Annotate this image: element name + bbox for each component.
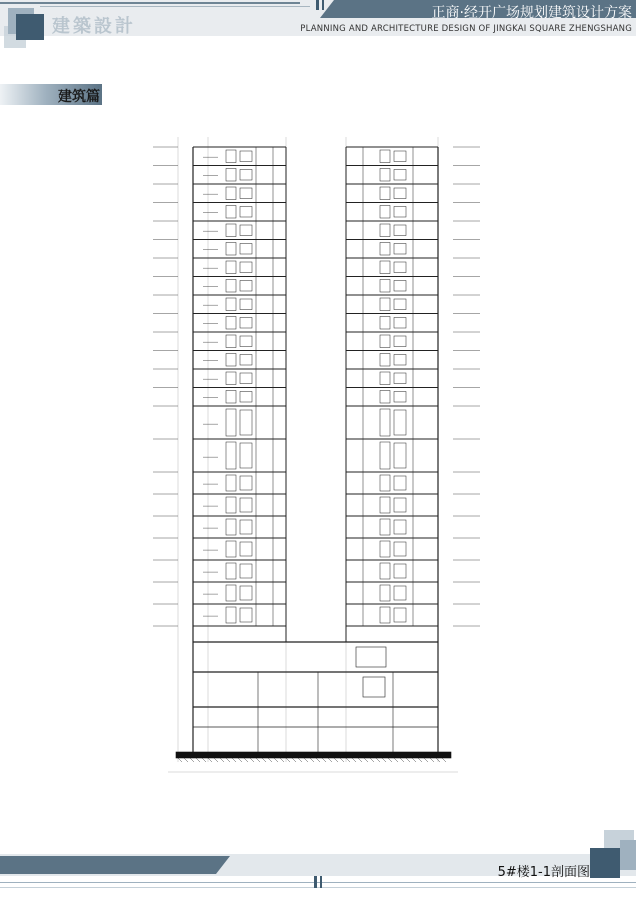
ground-tick [418,758,422,762]
ground-tick [244,758,248,762]
logo-text: 建築設計 [52,16,136,37]
ground-tick [322,758,326,762]
stair-run [380,206,390,219]
header-tick [316,0,319,10]
stair-run [240,188,252,199]
stair-run [380,497,390,513]
stair-run [240,281,252,292]
ground-tick [376,758,380,762]
stair-run [380,224,390,237]
stair-run [240,608,252,622]
stair-run [394,262,406,273]
stair-run [394,476,406,490]
stair-run [380,409,390,436]
stair-run [380,563,390,579]
stair-run [394,170,406,181]
header-stripe-thin [40,6,310,7]
stair-run [240,586,252,600]
project-title-english: PLANNING AND ARCHITECTURE DESIGN OF JINGKAI SQUARE ZHENGSHANG [300,24,632,34]
ground-tick [268,758,272,762]
stair-run [240,498,252,512]
stair-run [240,170,252,181]
stair-run [394,281,406,292]
ground-tick [316,758,320,762]
stair-run [380,372,390,385]
stair-run [240,355,252,366]
ground-tick [346,758,350,762]
ground-tick [214,758,218,762]
stair-run [240,476,252,490]
stair-run [394,318,406,329]
stair-run [380,243,390,256]
stair-run [240,564,252,578]
header-tick-2 [322,0,324,10]
footer-tick [314,876,317,888]
stair-run [394,520,406,534]
stair-run [394,151,406,162]
header-stripe [0,2,300,4]
stair-run [394,207,406,218]
stair-run [380,475,390,491]
corner-square-mid [620,840,636,870]
drawing-title: 5#楼1-1剖面图 [497,865,590,880]
stair-run [240,336,252,347]
stair-run [380,261,390,274]
stair-run [240,244,252,255]
stair-run [380,280,390,293]
corner-square-dark [590,848,620,878]
ground-tick [292,758,296,762]
stair-run [380,187,390,200]
ground-tick [406,758,410,762]
stair-run [380,607,390,623]
stair-run [380,519,390,535]
stair-run [394,392,406,403]
stair-run [226,541,236,557]
stair-run [226,261,236,274]
ground-tick [232,758,236,762]
ground-tick [250,758,254,762]
footer-dark-bar [0,856,230,874]
stair-run [394,608,406,622]
ground-tick [310,758,314,762]
ground-tick [388,758,392,762]
stair-run [226,169,236,182]
stair-run [394,225,406,236]
footer-line [0,882,636,883]
ground-tick [208,758,212,762]
stair-run [226,409,236,436]
stair-run [226,150,236,163]
ground-tick [238,758,242,762]
stair-run [226,335,236,348]
stair-run [240,262,252,273]
ground-tick [196,758,200,762]
ground-tick [226,758,230,762]
ground-tick [184,758,188,762]
ground-tick [190,758,194,762]
stair-run [394,410,406,435]
stair-run [226,442,236,469]
stair-run [380,317,390,330]
ground-tick [430,758,434,762]
ground-tick [394,758,398,762]
stair-run [226,280,236,293]
stair-run [380,150,390,163]
ground-tick [358,758,362,762]
section-label: 建筑篇 [58,89,100,105]
stair-run [226,298,236,311]
stair-run [240,318,252,329]
stair-run [240,520,252,534]
stair-run [394,373,406,384]
stair-run [394,586,406,600]
stair-run [226,317,236,330]
ground-tick [364,758,368,762]
stair-run [240,207,252,218]
stair-run [240,392,252,403]
stair-run [226,475,236,491]
ground-tick [262,758,266,762]
stair-run [240,225,252,236]
stair-run [380,442,390,469]
foundation-hatch [176,752,451,758]
stair-run [226,585,236,601]
stair-run [394,498,406,512]
stair-run [226,187,236,200]
section-drawing [148,132,488,777]
ground-tick [382,758,386,762]
ground-tick [334,758,338,762]
ground-tick [340,758,344,762]
footer-line-thin [0,887,636,888]
stair-run [394,336,406,347]
stair-run [394,564,406,578]
stair-run [226,372,236,385]
ground-tick [400,758,404,762]
stair-run [380,354,390,367]
stair-run [380,298,390,311]
stair-run [394,443,406,468]
stair-run [226,243,236,256]
stair-run [394,355,406,366]
stair-run [240,410,252,435]
ground-tick [412,758,416,762]
logo-square-dark [16,14,44,40]
stair-run [380,585,390,601]
stair-run [226,563,236,579]
ground-tick [352,758,356,762]
stair-run [226,206,236,219]
stair-run [394,542,406,556]
ground-tick [178,758,182,762]
stair-run [240,299,252,310]
ground-tick [298,758,302,762]
ground-tick [220,758,224,762]
stair-run [240,542,252,556]
ground-tick [328,758,332,762]
stair-run [380,335,390,348]
stair-run [226,607,236,623]
ground-tick [280,758,284,762]
ground-tick [304,758,308,762]
stair-run [394,299,406,310]
footer-tick-2 [320,876,322,888]
ground-tick [202,758,206,762]
stair-run [380,391,390,404]
ground-tick [256,758,260,762]
ground-tick [442,758,446,762]
ground-tick [274,758,278,762]
stair-run [394,244,406,255]
stair-run [226,497,236,513]
stair-run [240,151,252,162]
stair-run [240,443,252,468]
stair-run [394,188,406,199]
ground-tick [424,758,428,762]
podium-ramp [363,677,385,697]
podium-stair [356,647,386,667]
stair-run [240,373,252,384]
stair-run [226,519,236,535]
stair-run [226,354,236,367]
stair-run [380,169,390,182]
stair-run [380,541,390,557]
project-title: 正商·经开广场规划建筑设计方案 [431,5,632,21]
stair-run [226,391,236,404]
ground-tick [286,758,290,762]
ground-tick [370,758,374,762]
stair-run [226,224,236,237]
